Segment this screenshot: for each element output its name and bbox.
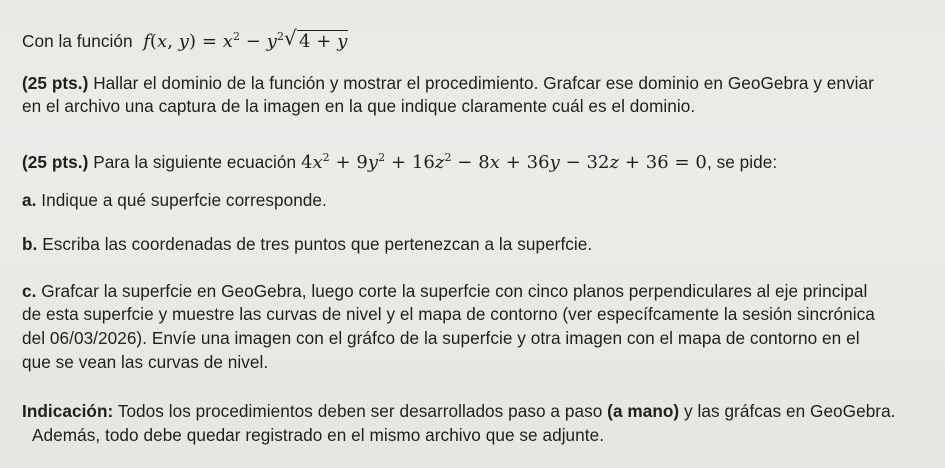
- problem2-prefix: Para la siguiente ecuación: [93, 152, 297, 172]
- item-b: [22, 233, 592, 255]
- item-c-marker: c.: [22, 281, 37, 301]
- item-c-text3: del 06/03/2026). Envíe una imagen con el gráfco de la superfcie y otra imagen con el mapa de contorno en el: [22, 328, 860, 348]
- problem1-points: (25 pts.): [22, 73, 89, 93]
- intro-line: [22, 26, 348, 53]
- item-c-line3: [22, 327, 860, 349]
- problem1-line1: [22, 72, 874, 94]
- item-c-line1: [22, 280, 867, 302]
- note-text-after: y las gráfcas en GeoGebra.: [684, 401, 896, 421]
- item-b-text: Escriba las coordenadas de tres puntos que pertenezcan a la superfcie.: [42, 234, 593, 254]
- problem1-text1: Hallar el dominio de la función y mostrar el procedimiento. Grafcar ese dominio en GeoGebra y enviar: [93, 73, 874, 93]
- intro-prefix: Con la función: [22, 31, 133, 51]
- item-c-text4: que se vean las curvas de nivel.: [22, 352, 269, 372]
- problem2-points: (25 pts.): [22, 152, 89, 172]
- note-emphasis: (a mano): [607, 401, 680, 421]
- note-label: Indicación:: [22, 401, 114, 421]
- problem1-line2: [22, 95, 695, 117]
- problem2-suffix: , se pide:: [706, 152, 778, 172]
- item-c-line4: [22, 351, 268, 373]
- problem2-line: [22, 151, 777, 174]
- item-a: [22, 189, 327, 211]
- item-a-marker: a.: [22, 190, 37, 210]
- note-text2: Además, todo debe quedar registrado en el mismo archivo que se adjunte.: [32, 425, 605, 445]
- item-c-text1: Grafcar la superfcie en GeoGebra, luego corte la superfcie con cinco planos perpendiculares al eje principal: [41, 281, 868, 301]
- item-b-marker: b.: [22, 234, 38, 254]
- note-line1: [22, 400, 896, 422]
- note-line2: [32, 424, 604, 446]
- problem1-text2: en el archivo una captura de la imagen en la que indique claramente cuál es el dominio.: [22, 96, 696, 116]
- item-c-line2: [22, 303, 875, 325]
- item-c-text2: de esta superfcie y muestre las curvas de nivel y el mapa de contorno (ver específcamente la sesión sincrónica: [22, 304, 875, 324]
- function-formula: f(x, $y) = x^2 - y^2$ √ 4 + y: [137, 26, 348, 52]
- item-a-text: Indique a qué superfcie corresponde.: [41, 190, 327, 210]
- note-text-before: Todos los procedimientos deben ser desarrollados paso a paso: [117, 401, 603, 421]
- surface-equation: $4x^2 + 9y^2 + 16z^2 - 8x + 36y - 32z + 36 = 0$: [300, 151, 707, 173]
